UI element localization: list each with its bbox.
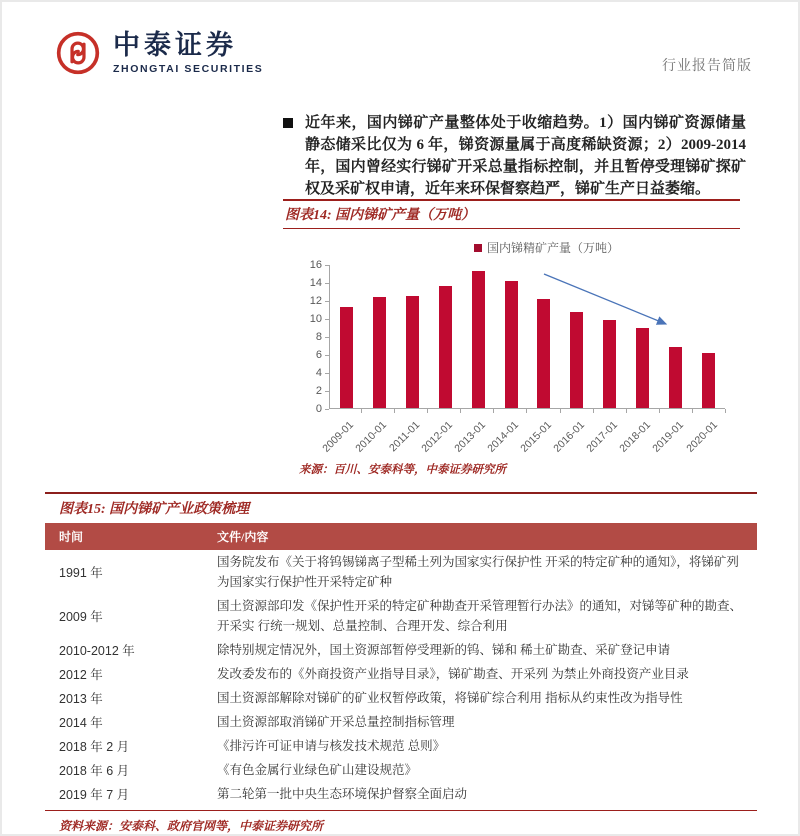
figure-15-title: 图表15: 国内锑矿产业政策梳理 (59, 502, 250, 517)
y-axis-tick-label: 2 (315, 385, 322, 397)
brand-name-en: ZHONGTAI SECURITIES (113, 63, 264, 75)
bar-2017-01 (603, 320, 616, 408)
brand-name-cn: 中泰证券 (113, 30, 237, 60)
x-axis-tick-label: 2010-01 (353, 419, 389, 455)
bar-slot (560, 265, 593, 408)
bar-slot (692, 265, 725, 408)
y-axis-tick-label: 16 (309, 259, 322, 271)
table-cell-time: 2010-2012 年 (59, 644, 135, 658)
bar-2014-01 (505, 281, 518, 408)
bar-2016-01 (570, 312, 583, 408)
figure-14 (283, 199, 740, 477)
legend-swatch-icon (474, 244, 482, 252)
chart-plot-area (329, 265, 725, 409)
figure-15-title-bar (45, 492, 757, 523)
figure-14-title-bar (283, 199, 740, 229)
x-axis-tick-label: 2009-01 (319, 419, 356, 455)
chart-x-labels (319, 413, 726, 457)
x-axis-label-slot (353, 413, 395, 457)
table-row (45, 662, 757, 686)
column-header-content: 文件/内容 (217, 530, 269, 544)
x-axis-label-slot (683, 413, 726, 457)
zhongtai-logo-icon (55, 30, 101, 76)
chart-y-axis (303, 259, 329, 415)
bar-slot (363, 265, 396, 408)
table-cell-content: 国土资源部解除对锑矿的矿业权暂停政策，将锑矿综合利用 指标从约束性改为指导性 (217, 691, 683, 705)
x-axis-tick-label: 2014-01 (485, 419, 522, 455)
y-axis-tick (325, 409, 329, 410)
bullet-square-icon (283, 118, 293, 128)
table-header-row (45, 523, 757, 550)
table-cell-content: 国土资源部取消锑矿开采总量控制指标管理 (217, 715, 455, 729)
x-axis-tick-label: 2013-01 (452, 419, 489, 455)
table-row (45, 550, 757, 594)
table-row (45, 710, 757, 734)
table-bottom-rule (45, 810, 757, 811)
bar-2012-01 (439, 286, 452, 408)
bar-2015-01 (537, 299, 550, 408)
table-cell-content: 除特别规定情况外，国土资源部暂停受理新的钨、锑和 稀土矿勘查、采矿登记申请 (217, 643, 671, 657)
table-cell-content: 第二轮第一批中央生态环境保护督察全面启动 (217, 787, 468, 801)
x-axis-tick-label: 2011-01 (386, 419, 422, 455)
bar-2010-01 (373, 297, 386, 408)
table-cell-time: 2014 年 (59, 716, 103, 730)
table-row (45, 782, 757, 806)
table-row (45, 758, 757, 782)
legend-label: 国内锑精矿产量（万吨） (486, 241, 619, 255)
bar-2019-01 (669, 347, 682, 408)
x-axis-tick-label: 2017-01 (584, 419, 621, 455)
figure-15 (45, 492, 757, 834)
column-header-time: 时间 (59, 530, 84, 544)
bar-2011-01 (406, 296, 419, 408)
bar-slot (429, 265, 462, 408)
table-cell-time: 1991 年 (59, 566, 103, 580)
summary-paragraph (283, 112, 747, 200)
y-axis-tick-label: 8 (315, 331, 322, 343)
table-row (45, 594, 757, 638)
x-axis-tick-label: 2012-01 (419, 419, 455, 455)
y-axis-tick-label: 14 (309, 277, 322, 289)
x-axis-tick-label: 2018-01 (617, 419, 654, 455)
table-cell-time: 2018 年 2 月 (59, 740, 130, 754)
table-cell-time: 2018 年 6 月 (59, 764, 130, 778)
bar-slot (528, 265, 561, 408)
y-axis-tick-label: 12 (309, 295, 322, 307)
bar-slot (593, 265, 626, 408)
y-axis-tick-label: 0 (315, 403, 322, 415)
x-axis-tick-label: 2020-01 (683, 419, 720, 455)
table-cell-content: 《有色金属行业绿色矿山建设规范》 (217, 763, 418, 777)
report-type-label: 行业报告简版 (662, 59, 752, 74)
bar-slot (626, 265, 659, 408)
x-axis-tick-label: 2015-01 (518, 419, 555, 455)
table-cell-time: 2012 年 (59, 668, 103, 682)
table-cell-content: 发改委发布的《外商投资产业指导目录》，锑矿勘查、开采列 为禁止外商投资产业目录 (217, 667, 689, 681)
table-cell-content: 国务院发布《关于将钨锡锑离子型稀土列为国家实行保护性 开采的特定矿种的通知》，将锑矿列为国家实行保护性开采特定矿种 (217, 555, 739, 589)
bar-slot (462, 265, 495, 408)
summary-text: 近年来，国内锑矿产量整体处于收缩趋势。1）国内锑矿资源储量静态储采比仅为 6 年，锑资源量属于高度稀缺资源；2）2009-2014 年，国内曾经实行锑矿开采总量指标控制，并且暂停受理锑矿探矿权及采矿权申请，近年来环保督察趋严，锑矿生产日益萎缩。 (305, 115, 746, 197)
bar-2018-01 (636, 328, 649, 408)
figure-14-title: 图表14: 国内锑矿产量（万吨） (285, 208, 476, 223)
bar-chart (303, 259, 740, 457)
table-cell-content: 《排污许可证申请与核发技术规范 总则》 (217, 739, 446, 753)
figure-14-source: 来源：百川、安泰科等，中泰证券研究所 (299, 464, 506, 476)
bar-2009-01 (340, 307, 353, 408)
report-header (55, 30, 263, 76)
x-axis-tick-label: 2016-01 (551, 419, 588, 455)
table-row (45, 734, 757, 758)
chart-legend (283, 239, 740, 253)
table-cell-time: 2009 年 (59, 610, 103, 624)
table-row (45, 686, 757, 710)
table-cell-time: 2019 年 7 月 (59, 788, 130, 802)
bar-slot (495, 265, 528, 408)
brand-block (113, 30, 263, 75)
table-cell-content: 国土资源部印发《保护性开采的特定矿种勘查开采管理暂行办法》的通知，对锑等矿种的勘查、开采实 行统一规划、总量控制、合理开发、综合利用 (217, 599, 743, 633)
figure-15-source: 资料来源：安泰科、政府官网等，中泰证券研究所 (59, 819, 324, 833)
bar-2013-01 (472, 271, 485, 408)
bar-slot (659, 265, 692, 408)
y-axis-tick-label: 6 (315, 349, 322, 361)
table-body (45, 550, 757, 806)
table-cell-time: 2013 年 (59, 692, 103, 706)
y-axis-tick-label: 10 (309, 313, 322, 325)
table-row (45, 638, 757, 662)
bar-slot (330, 265, 363, 408)
bar-2020-01 (702, 353, 715, 408)
x-axis-tick-label: 2019-01 (650, 419, 687, 455)
bar-slot (396, 265, 429, 408)
y-axis-tick-label: 4 (315, 367, 322, 379)
